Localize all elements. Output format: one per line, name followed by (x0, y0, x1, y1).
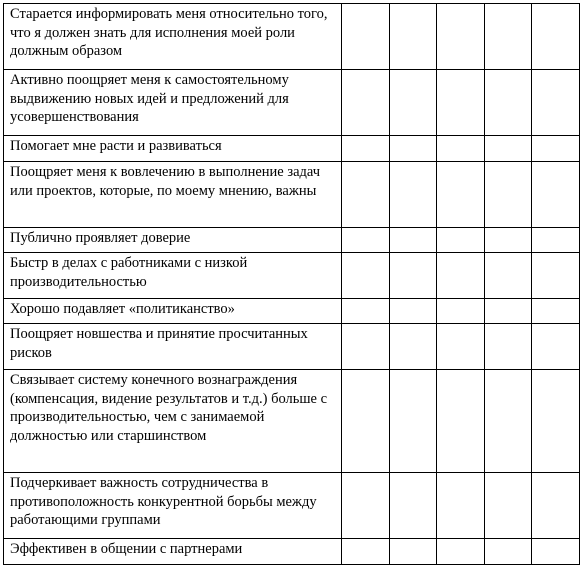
rating-cell-4[interactable] (484, 70, 532, 136)
rating-cell-2[interactable] (389, 4, 437, 70)
rating-cell-3[interactable] (437, 370, 485, 473)
rating-cell-4[interactable] (484, 370, 532, 473)
rating-cell-3[interactable] (437, 228, 485, 253)
rating-cell-3[interactable] (437, 162, 485, 228)
rating-cell-1[interactable] (342, 136, 390, 162)
rating-cell-4[interactable] (484, 539, 532, 565)
rating-cell-4[interactable] (484, 4, 532, 70)
rating-cell-4[interactable] (484, 136, 532, 162)
statement-cell: Публично проявляет доверие (4, 228, 342, 253)
rating-cell-5[interactable] (532, 136, 580, 162)
statement-cell: Поощряет новшества и принятие просчитанных рисков (4, 324, 342, 370)
rating-cell-3[interactable] (437, 4, 485, 70)
table-row (4, 136, 580, 162)
rating-cell-5[interactable] (532, 324, 580, 370)
rating-cell-2[interactable] (389, 70, 437, 136)
rating-cell-2[interactable] (389, 370, 437, 473)
statement-cell: Быстр в делах с работниками с низкой производительностью (4, 253, 342, 299)
statement-cell: Помогает мне расти и развиваться (4, 136, 342, 162)
rating-cell-2[interactable] (389, 162, 437, 228)
rating-cell-2[interactable] (389, 253, 437, 299)
rating-cell-2[interactable] (389, 228, 437, 253)
rating-cell-1[interactable] (342, 162, 390, 228)
table-row (4, 370, 580, 473)
rating-cell-2[interactable] (389, 324, 437, 370)
rating-cell-3[interactable] (437, 136, 485, 162)
rating-cell-3[interactable] (437, 473, 485, 539)
rating-cell-4[interactable] (484, 473, 532, 539)
rating-cell-3[interactable] (437, 70, 485, 136)
table-row (4, 324, 580, 370)
rating-cell-5[interactable] (532, 162, 580, 228)
table-row (4, 70, 580, 136)
rating-cell-3[interactable] (437, 299, 485, 324)
rating-cell-3[interactable] (437, 539, 485, 565)
rating-cell-1[interactable] (342, 253, 390, 299)
rating-cell-1[interactable] (342, 473, 390, 539)
rating-cell-1[interactable] (342, 370, 390, 473)
rating-cell-5[interactable] (532, 473, 580, 539)
rating-cell-2[interactable] (389, 299, 437, 324)
statement-cell: Хорошо подавляет «политиканство» (4, 299, 342, 324)
statement-cell: Подчеркивает важность сотрудничества в противоположность конкурентной борьбы между работающими группами (4, 473, 342, 539)
table-row (4, 539, 580, 565)
rating-cell-4[interactable] (484, 299, 532, 324)
table-row (4, 299, 580, 324)
rating-cell-5[interactable] (532, 370, 580, 473)
rating-cell-3[interactable] (437, 253, 485, 299)
rating-cell-1[interactable] (342, 228, 390, 253)
rating-cell-4[interactable] (484, 162, 532, 228)
table-row (4, 253, 580, 299)
rating-cell-4[interactable] (484, 228, 532, 253)
statement-cell: Эффективен в общении с партнерами (4, 539, 342, 565)
rating-cell-1[interactable] (342, 70, 390, 136)
table-row (4, 4, 580, 70)
rating-cell-2[interactable] (389, 539, 437, 565)
rating-cell-5[interactable] (532, 228, 580, 253)
statement-cell: Поощряет меня к вовлечению в выполнение задач или проектов, которые, по моему мнению, важны (4, 162, 342, 228)
rating-cell-5[interactable] (532, 4, 580, 70)
rating-cell-1[interactable] (342, 4, 390, 70)
rating-cell-2[interactable] (389, 473, 437, 539)
rating-cell-4[interactable] (484, 253, 532, 299)
evaluation-table (3, 3, 580, 565)
table-row (4, 473, 580, 539)
table-row (4, 228, 580, 253)
statement-cell: Связывает систему конечного вознаграждения (компенсация, видение результатов и т.д.) больше с производительностью, чем с занимаемой должностью или старшинством (4, 370, 342, 473)
evaluation-table-body (4, 4, 580, 565)
statement-cell: Старается информировать меня относительно того, что я должен знать для исполнения моей роли должным образом (4, 4, 342, 70)
rating-cell-1[interactable] (342, 539, 390, 565)
rating-cell-2[interactable] (389, 136, 437, 162)
table-row (4, 162, 580, 228)
rating-cell-5[interactable] (532, 299, 580, 324)
rating-cell-4[interactable] (484, 324, 532, 370)
rating-cell-1[interactable] (342, 324, 390, 370)
rating-cell-3[interactable] (437, 324, 485, 370)
rating-cell-5[interactable] (532, 253, 580, 299)
statement-cell: Активно поощряет меня к самостоятельному выдвижению новых идей и предложений для усовершенствования (4, 70, 342, 136)
rating-cell-5[interactable] (532, 70, 580, 136)
rating-cell-5[interactable] (532, 539, 580, 565)
rating-cell-1[interactable] (342, 299, 390, 324)
